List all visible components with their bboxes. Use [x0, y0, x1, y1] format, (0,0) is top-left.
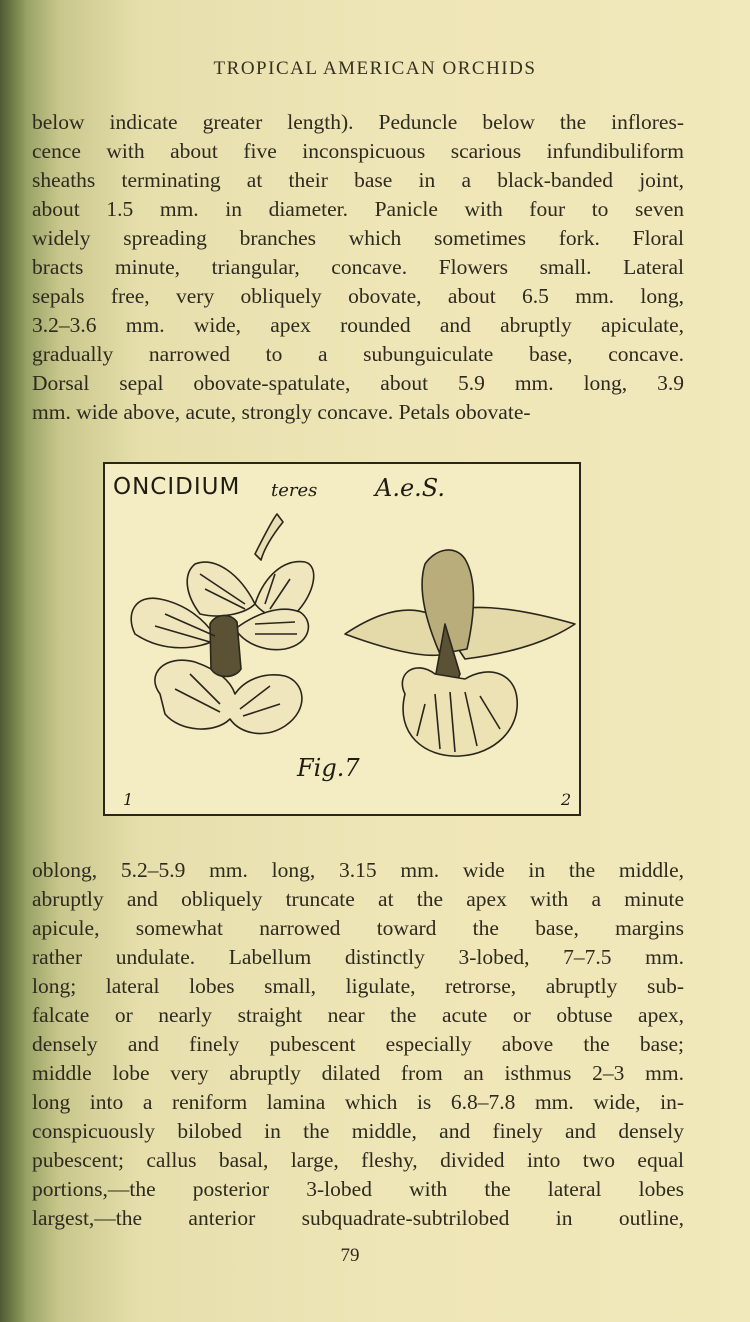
text-line: 3.2–3.6 mm. wide, apex rounded and abruptly apiculate,: [32, 313, 684, 337]
text-line: long into a reniform lamina which is 6.8–7.8 mm. wide, in-: [32, 1090, 684, 1114]
text-line: rather undulate. Labellum distinctly 3-lobed, 7–7.5 mm.: [32, 945, 684, 969]
text-line: mm. wide above, acute, strongly concave. Petals obovate-: [32, 400, 531, 424]
text-line: about 1.5 mm. in diameter. Panicle with four to seven: [32, 197, 684, 221]
figure-number-left: 1: [123, 790, 134, 809]
text-line: widely spreading branches which sometimes fork. Floral: [32, 226, 684, 250]
text-line: middle lobe very abruptly dilated from an isthmus 2–3 mm.: [32, 1061, 684, 1085]
text-line: bracts minute, triangular, concave. Flowers small. Lateral: [32, 255, 684, 279]
figure-number-right: 2: [561, 790, 572, 809]
text-line: falcate or nearly straight near the acute or obtuse apex,: [32, 1003, 684, 1027]
text-line: cence with about five inconspicuous scarious infundibuliform: [32, 139, 684, 163]
text-line: apicule, somewhat narrowed toward the base, margins: [32, 916, 684, 940]
figure-genus: ONCIDIUM: [113, 474, 241, 500]
text-line: largest,—the anterior subquadrate-subtrilobed in outline,: [32, 1206, 684, 1230]
running-head: TROPICAL AMERICAN ORCHIDS: [213, 58, 537, 79]
text-line: below indicate greater length). Peduncle below the inflores-: [32, 110, 684, 134]
text-line: gradually narrowed to a subunguiculate base, concave.: [32, 342, 684, 366]
text-line: abruptly and obliquely truncate at the apex with a minute: [32, 887, 684, 911]
text-line: conspicuously bilobed in the middle, and finely and densely: [32, 1119, 684, 1143]
figure-species: teres: [271, 480, 318, 501]
figure-label: Fig.7: [297, 754, 360, 782]
paragraph-top: [32, 108, 684, 427]
text-line: sheaths terminating at their base in a black-banded joint,: [32, 168, 684, 192]
artist-signature: A.e.S.: [375, 474, 446, 502]
text-line: sepals free, very obliquely obovate, about 6.5 mm. long,: [32, 284, 684, 308]
text-line: portions,—the posterior 3-lobed with the lateral lobes: [32, 1177, 684, 1201]
text-line: Dorsal sepal obovate-spatulate, about 5.9 mm. long, 3.9: [32, 371, 684, 395]
orchid-illustration: [103, 462, 581, 816]
text-line: long; lateral lobes small, ligulate, retrorse, abruptly sub-: [32, 974, 684, 998]
paragraph-bottom: [32, 856, 684, 1233]
page-number: 79: [340, 1245, 360, 1266]
page-gutter-shadow: [0, 0, 26, 1322]
text-line: oblong, 5.2–5.9 mm. long, 3.15 mm. wide in the middle,: [32, 858, 684, 882]
text-line: pubescent; callus basal, large, fleshy, divided into two equal: [32, 1148, 684, 1172]
text-line: densely and finely pubescent especially above the base;: [32, 1032, 684, 1056]
